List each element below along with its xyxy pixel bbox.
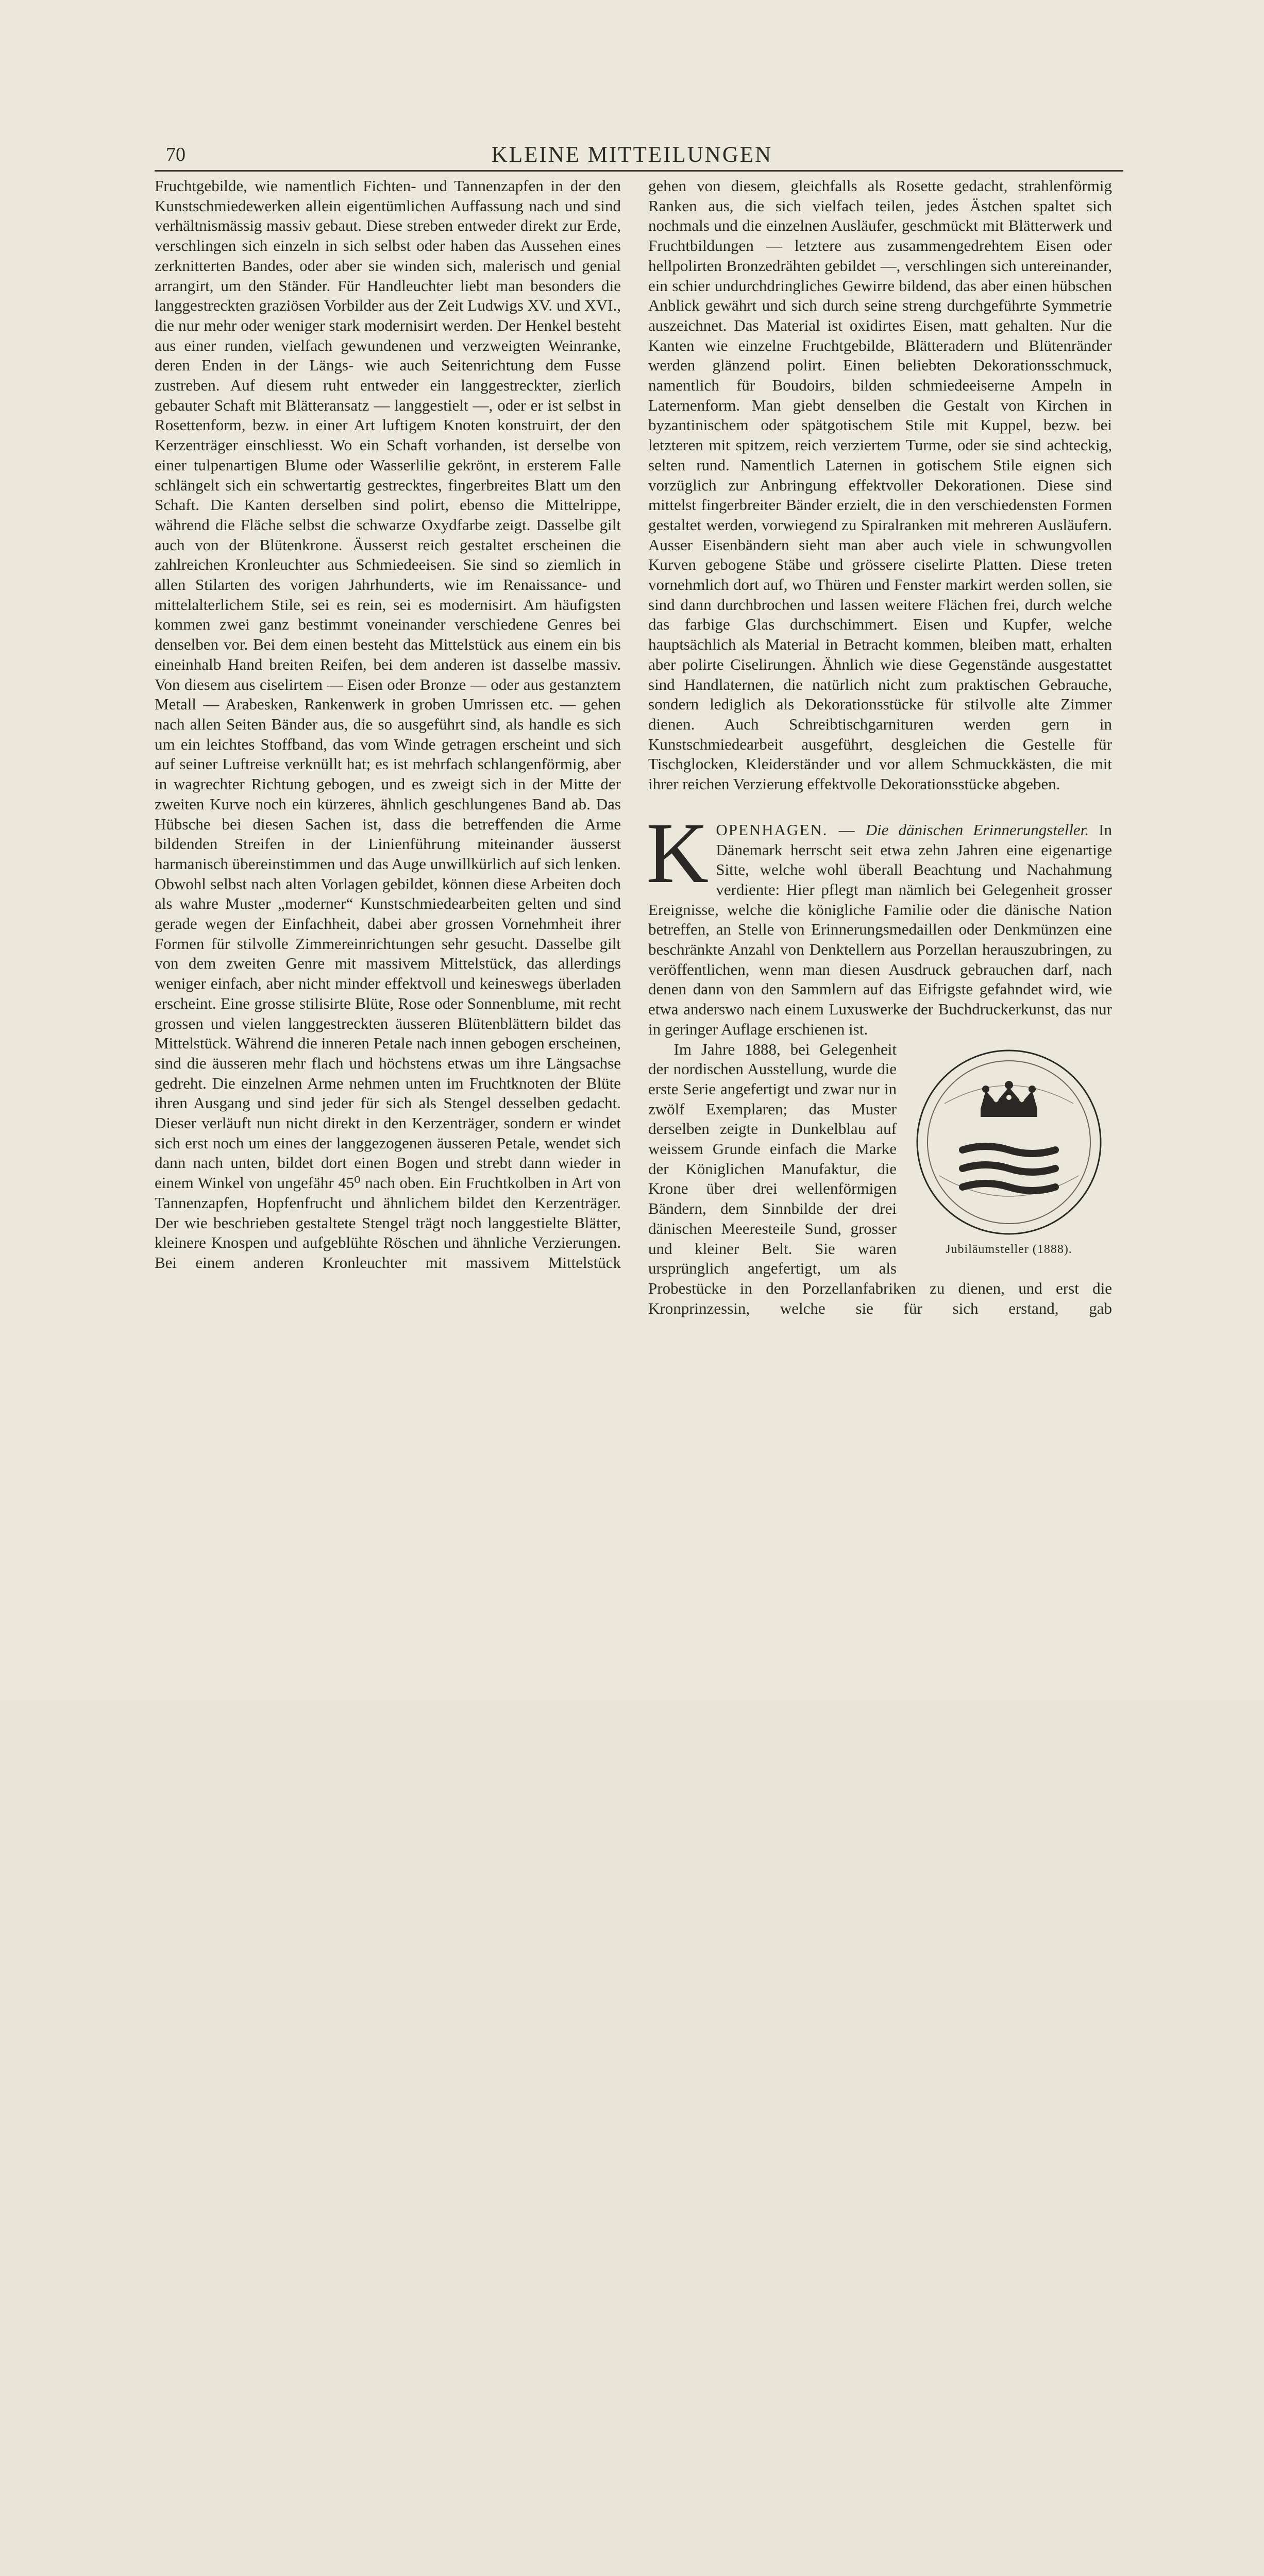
jubilee-plate-image <box>914 1047 1104 1238</box>
right-paragraph-3: Im Jahre 1888, bei Gelegenheit der nordischen Ausstellung, wurde die erste Serie angefertigt und zwar nur in zwölf Exemplaren; das Muster derselben zeigte in Dunkelblau auf weissem Grunde einfach die Marke der Königlichen Manufaktur, die Krone über drei wellenförmigen Bändern, dem Sinnbilde der drei dänischen Meeresteile Sund, grosser und kleiner Belt. Sie waren ursprünglich angefertigt, um als Probestücke in den Porzellanfabriken zu dienen, und erst die Kronprinzessin, welche sie für sich erstand, gab <box>648 1040 1112 1317</box>
running-title: KLEINE MITTEILUNGEN <box>491 143 773 167</box>
section-body: In Dänemark herrscht seit etwa zehn Jahren eine eigenartige Sitte, welche wohl überall Beachtung und Nachahmung verdiente: Hier pflegt man nämlich bei Gelegenheit grosser Ereignisse, welche die königliche Familie oder die dänische Nation betreffen, an Stelle von Erinnerungsmedaillen oder Denkmünzen eine beschränkte Anzahl von Denktellern aus Porzellan herauszubringen, zu veröffentlichen, wenn man diesen Ausdruck gebrauchen darf, nach denen dann von den Sammlern auf das Eifrigste gefahndet wird, wie etwa anderswo nach einem Luxuswerke der Buchdruckerkunst, das nur in geringer Auflage erschienen ist. <box>648 820 1112 1038</box>
header-rule <box>155 170 1123 172</box>
section-heading: OPENHAGEN. — <box>716 820 856 839</box>
left-column <box>155 176 621 1273</box>
section-subject: Die dänischen Erinnerungsteller. <box>865 820 1089 839</box>
copenhagen-section <box>646 805 1112 1319</box>
right-column <box>648 176 1112 1318</box>
section-paragraph <box>646 805 1112 1040</box>
left-paragraph: Fruchtgebilde, wie namentlich Fichten- und Tannenzapfen in der den Kunstschmiedewerken allein eigentümlichen Auffassung nach und sind verhältnismässig massiv gebaut. Diese streben entweder direkt zur Erde, verschlingen sich einzeln in sich selbst oder haben das Aussehen eines zerknitterten Bandes, oder aber sie winden sich, malerisch und genial arrangirt, um den Ständer. Für Handleuchter liebt man besonders die langgestreckten graziösen Vorbilder aus der Zeit Ludwigs XV. und XVI., die nur mehr oder weniger stark modernisirt werden. Der Henkel besteht aus einer runden, vielfach gewundenen und verzweigten Weinranke, deren Enden in der Längs- wie auch Seitenrichtung dem Fusse zustreben. Auf diesem ruht entweder ein langgestreckter, zierlich gebauter Schaft mit Blätteransatz — langgestielt —, oder er ist selbst in Rosettenform, bezw. in einer Art luftigem Knoten konstruirt, der den Kerzenträger einschliesst. Wo ein Schaft vorhanden, ist derselbe von einer tulpenartigen Blume oder Wasserlilie gekrönt, in ersterem Falle schlängelt sich ein schwertartig gestrecktes, fingerbreites Blatt um den Schaft. Die Kanten derselben sind polirt, ebenso die Mittelrippe, während die Fläche selbst die schwarze Oxydfarbe zeigt. Dasselbe gilt auch von der Blütenkrone. Äusserst reich gestaltet erscheinen die zahlreichen Kronleuchter aus Schmiedeeisen. Sie sind so ziemlich in allen Stilarten des vorigen Jahrhunderts, wie im Renaissance- und mittelalterlichem Stile, sei es rein, sei es modernisirt. Am häufigsten kommen zwei ganz bestimmt voneinander verschiedene Genres bei denselben vor. Bei dem einen besteht das Mittelstück aus einem ein bis eineinhalb Hand breiten Reifen, bei dem anderen ist dasselbe massiv. Von diesem aus ciselirtem — Eisen oder Bronze — oder aus gestanztem Metall — Arabesken, Rankenwerk in groben Umrissen etc. — gehen nach allen Seiten Bänder aus, die so ausgeführt sind, als handle es sich um ein leichtes Stoffband, das vom Winde getragen erscheint und sich auf seiner Luftreise verknüllt hat; es ist mehrfach schlangenförmig, aber in wagrechter Richtung gebogen, und es zweigt sich in der Mitte der zweiten Kurve noch ein kürzeres, ähnlich geschlungenes Band ab. Das Hübsche bei diesen Sachen ist, dass die betreffenden die Arme bildenden Streifen in der Linienführung miteinander äusserst harmanisch übereinstimmen und das Auge unwillkürlich auf sich lenken. Obwohl selbst nach alten Vorlagen gebildet, können diese Arbeiten doch als wahre Muster „moderner“ Kunstschmiedearbeiten gelten und sind gerade wegen der Einfachheit, dabei aber grossen Vornehmheit ihrer Formen für stilvolle Zimmereinrichtungen sehr gesucht. Dasselbe gilt von dem zweiten Genre mit massivem Mittelstück, das allerdings weniger einfach, aber nicht minder effektvoll und keineswegs überladen erscheint. Eine grosse stilisirte Blüte, Rose oder Sonnenblume, mit recht grossen und vielen langgestreckten äusseren Blütenblättern bildet das Mittelstück. Während die inneren Petale nach innen gebogen erscheinen, sind die äusseren mehr flach und höchstens etwas um ihre Längsachse gedreht. Die einzelnen Arme nehmen unten im Fruchtknoten der Blüte ihren Ausgang und sind jeder für sich als Stengel desselben gedacht. Dieser verläuft nun nicht direkt in den Kerzenträger, sondern er windet sich erst noch um eines der langgezogenen äusseren Petale, wendet sich dann nach unten, bildet dort einen Bogen und strebt dann wieder in einem Winkel von ungefähr 45⁰ nach oben. Ein Fruchtkolben in Art von Tannenzapfen, Hopfenfrucht und ähnlichem bildet den Kerzenträger. Der wie beschrieben gestaltete Stengel trägt noch langgestielte Blätter, kleinere Knospen und aufgeblühte Röschen und ähnliche Verzierungen. Bei einem anderen Kronleuchter mit massivem Mittelstück <box>155 177 621 1272</box>
figure-caption: Jubiläumsteller (1888). <box>946 1242 1072 1256</box>
drop-cap: K <box>646 805 709 901</box>
plate-figure <box>906 1047 1112 1260</box>
right-paragraph-1: gehen von diesem, gleichfalls als Rosette gedacht, strahlenförmig Ranken aus, die sich vielfach teilen, jedes Ästchen spaltet sich nochmals und die einzelnen Ausläufer, geschmückt mit Blätterwerk und Fruchtbildungen — letztere aus zusammengedrehtem Eisen oder hellpolirten Bronzedrähten gebildet —, verschlingen sich untereinander, ein schier undurchdringliches Gewirre bildend, das aber einen hübschen Anblick gewährt und sich durch seine streng durchgeführte Symmetrie auszeichnet. Das Material ist oxidirtes Eisen, matt gehalten. Nur die Kanten wie einzelne Fruchtgebilde, Blätteradern und Blütenränder werden glänzend polirt. Einen beliebten Dekorationsschmuck, namentlich für Boudoirs, bilden schmiedeeiserne Ampeln in Laternenform. Man giebt denselben die Gestalt von Kirchen in byzantinischem oder spätgotischem Stile mit Kuppel, bezw. bei letzteren mit spitzem, reich verziertem Turme, oder sie sind achteckig, selten rund. Namentlich Laternen in gotischem Stile eignen sich vorzüglich zur Anbringung effektvoller Dekorationen. Diese sind mittelst fingerbreiter Bänder erzielt, die in den verschiedensten Formen gestaltet werden, vorwiegend zu Spiralranken mit mehreren Ausläufern. Ausser Eisenbändern sieht man aber auch viele in schwungvollen Kurven gebogene Stäbe und grössere ciselirte Platten. Diese treten vornehmlich dort auf, wo Thüren und Fenster markirt werden sollen, sie sind dann durchbrochen und lassen weitere Flächen frei, durch welche das farbige Glas durchschimmert. Eisen und Kupfer, welche hauptsächlich als Material in Betracht kommen, bleiben matt, erhalten aber polirte Ciselirungen. Ähnlich wie diese Gegenstände ausgestattet sind Handlaternen, die natürlich nicht zum praktischen Gebrauche, sondern lediglich als Dekorationsstücke für stilvolle alte Zimmer dienen. Auch Schreibtischgarnituren werden gern in Kunstschmiedearbeit ausgeführt, desgleichen die Gestelle für Tischglocken, Kleiderständer und vor allem Schmuckkästen, die mit ihrer reichen Verzierung effektvolle Dekorationsstücke abgeben. <box>648 177 1112 793</box>
footer-bar <box>0 1700 1264 1845</box>
page-number: 70 <box>166 144 186 165</box>
